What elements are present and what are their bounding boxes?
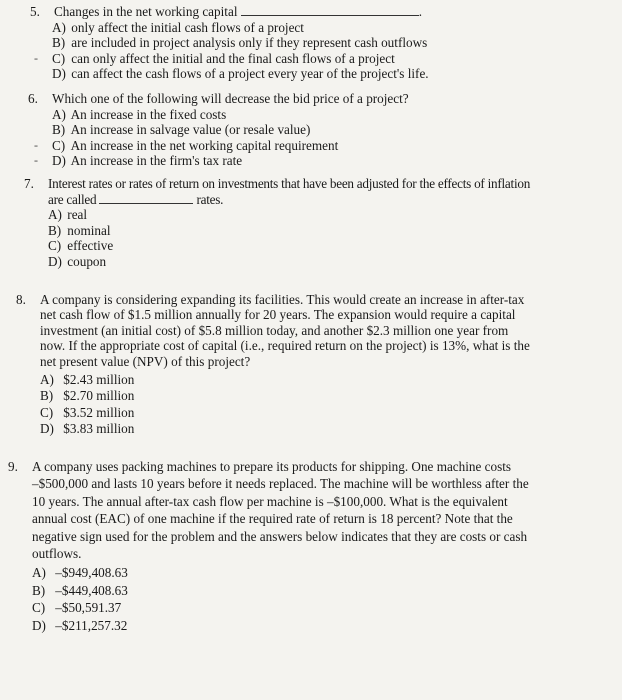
choice-d: D) –$211,257.32 [32, 617, 128, 633]
question-text: A company is considering expanding its facilities. This would create an increase in after-tax net cash flow of $1.5 million annually for 20 years. The expansion would require a capital investment (an initial cost) of $5.8 million today, and another $2.3 million one year from now. If the appropriate cost of capital (i.e., required return on the project) is 13%, what is the net present value (NPV) of this project? [40, 292, 530, 369]
choice-c: C) effective [48, 238, 114, 254]
question-6 [28, 91, 472, 169]
question-9 [8, 458, 602, 634]
choice-a: A) An increase in the fixed costs [52, 106, 227, 122]
choice-b: B) are included in project analysis only if they represent cash outflows [52, 35, 428, 51]
choice-d: D) $3.83 million [40, 421, 135, 437]
choice-b: B) An increase in salvage value (or resale value) [52, 122, 311, 138]
question-5 [30, 4, 454, 82]
choice-c: - C) An increase in the net working capital requirement [34, 137, 339, 153]
question-number: 8. [16, 292, 26, 307]
choice-d: D) can affect the cash flows of a project every year of the project's life. [52, 66, 429, 82]
question-text: Interest rates or rates of return on investments that have been adjusted for the effects of inflation are called rates. [48, 176, 531, 207]
choice-a: A) $2.43 million [40, 372, 135, 388]
choice-b: B) –$449,408.63 [32, 582, 128, 598]
choice-c: C) $3.52 million [40, 404, 135, 420]
question-text: A company uses packing machines to prepare its products for shipping. One machine costs –$500,000 and lasts 10 years before it needs replaced. The machine will be worthless after the 10 years. The annual after-tax cash flow per machine is –$100,000. What is the equivalent annual cost (EAC) of one machine if the required rate of return is 18 percent? Note that the negative sign used for the problem and the answers below indicates that they are costs or cash outflows. [32, 459, 529, 562]
choice-d: D) coupon [48, 253, 107, 269]
question-8 [16, 292, 588, 437]
question-number: 9. [8, 459, 18, 474]
question-number: 5. [30, 4, 40, 19]
choice-b: B) nominal [48, 222, 111, 238]
pencil-mark: - [34, 153, 38, 168]
question-number: 7. [24, 176, 34, 191]
choice-c: - C) can only affect the initial and the final cash flows of a project [34, 50, 395, 66]
choice-c: C) –$50,591.37 [32, 600, 122, 616]
choice-a: A) only affect the initial cash flows of a project [52, 19, 304, 35]
choice-a: A) real [48, 207, 88, 223]
question-text: Changes in the net working capital . [54, 4, 423, 19]
question-7 [24, 176, 604, 270]
choice-a: A) –$949,408.63 [32, 565, 128, 581]
choice-b: B) $2.70 million [40, 388, 135, 404]
answer-blank [99, 192, 193, 204]
pencil-mark: - [34, 137, 38, 152]
choice-d: - D) An increase in the firm's tax rate [34, 153, 243, 169]
pencil-mark: - [34, 50, 38, 65]
answer-blank [241, 4, 419, 16]
question-text: Which one of the following will decrease the bid price of a project? [52, 91, 409, 106]
question-number: 6. [28, 91, 38, 106]
